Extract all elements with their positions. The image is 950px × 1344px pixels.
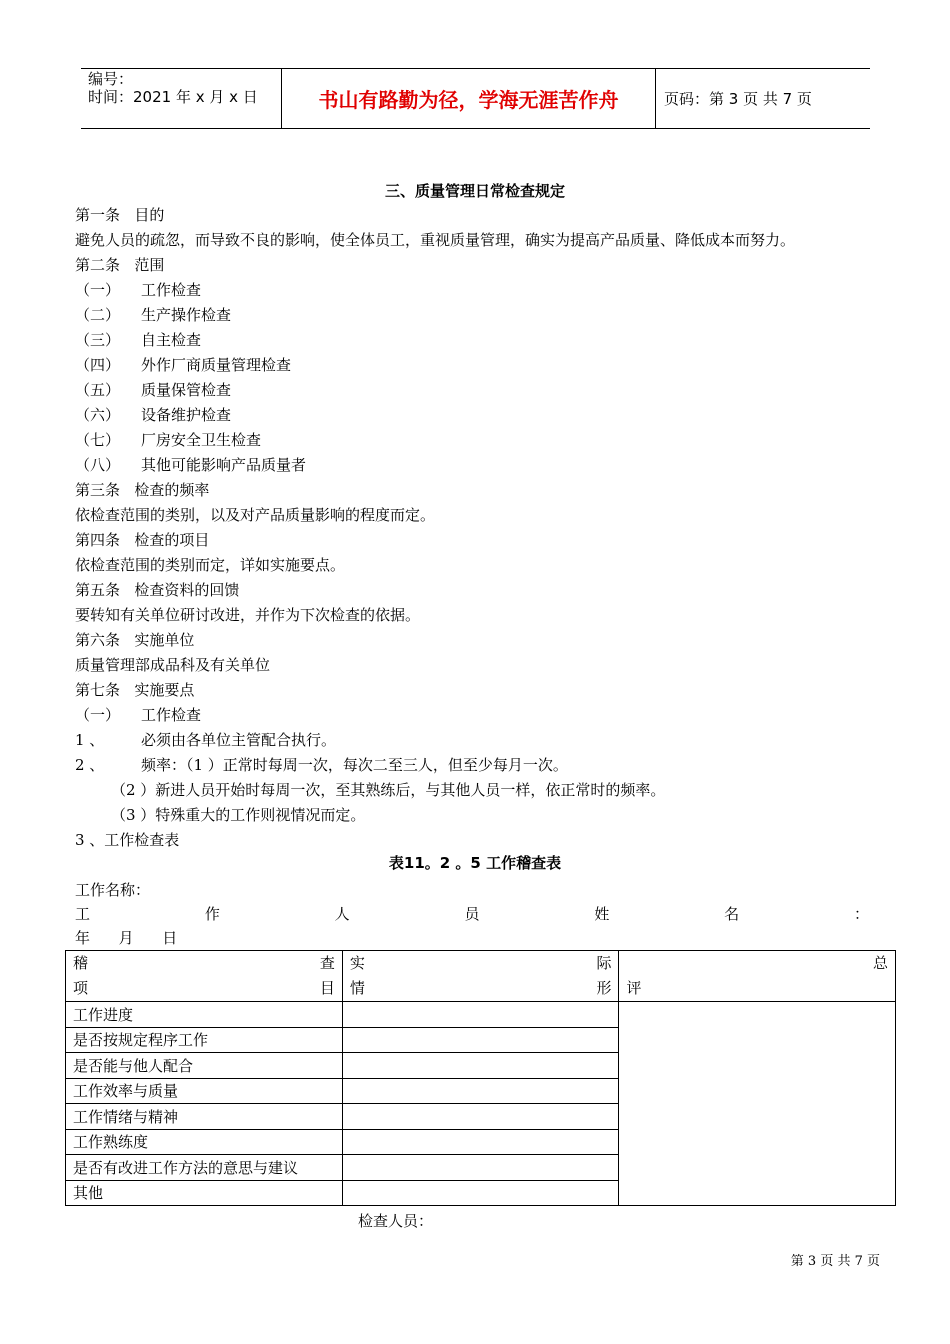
scope-item bbox=[75, 305, 231, 325]
staff-name-char: 名 bbox=[724, 905, 740, 923]
article-title: 范围 bbox=[134, 256, 165, 274]
header-page-label: 页码：第 3 页 共 7 页 bbox=[664, 90, 812, 108]
header-char: 目 bbox=[319, 979, 335, 997]
sub-item-1 bbox=[75, 705, 201, 725]
actual-situation-cell[interactable] bbox=[342, 1155, 619, 1181]
actual-situation-cell[interactable] bbox=[342, 1002, 619, 1028]
scope-text: 自主检查 bbox=[141, 331, 202, 349]
article-3-text: 依检查范围的类别，以及对产品质量影响的程度而定。 bbox=[75, 506, 436, 524]
audit-item-cell: 是否按规定程序工作 bbox=[66, 1027, 343, 1053]
actual-situation-cell[interactable] bbox=[342, 1104, 619, 1130]
article-6-heading bbox=[75, 630, 194, 650]
header-char: 情 bbox=[349, 979, 365, 997]
point-1 bbox=[75, 730, 336, 750]
article-4-text: 依检查范围的类别而定，详如实施要点。 bbox=[75, 556, 346, 574]
scope-num: （八） bbox=[75, 456, 121, 474]
scope-num: （一） bbox=[75, 281, 121, 299]
table-header-row bbox=[66, 951, 896, 1002]
article-title: 检查资料的回馈 bbox=[134, 581, 240, 599]
header-motto: 书山有路勤为径，学海无涯苦作舟 bbox=[318, 88, 619, 112]
audit-item-cell: 工作情绪与精神 bbox=[66, 1104, 343, 1130]
scope-num: （三） bbox=[75, 331, 121, 349]
audit-item-cell: 是否有改进工作方法的意思与建议 bbox=[66, 1155, 343, 1181]
scope-num: （七） bbox=[75, 431, 121, 449]
point-text: 必须由各单位主管配合执行。 bbox=[141, 731, 337, 749]
date-char: 年 bbox=[75, 929, 91, 947]
article-5-text: 要转知有关单位研讨改进，并作为下次检查的依据。 bbox=[75, 606, 421, 624]
point-2 bbox=[75, 755, 568, 775]
point-3: 3 、工作检查表 bbox=[75, 831, 180, 849]
inspector-label: 检查人员： bbox=[358, 1212, 434, 1230]
scope-text: 工作检查 bbox=[141, 281, 202, 299]
scope-item bbox=[75, 330, 201, 350]
header-summary bbox=[619, 951, 896, 1002]
scope-item bbox=[75, 380, 231, 400]
point-2-sub-2: （2 ）新进人员开始时每周一次，至其熟练后，与其他人员一样，依正常时的频率。 bbox=[111, 781, 666, 799]
article-title: 实施要点 bbox=[134, 681, 195, 699]
staff-name-char: 人 bbox=[334, 905, 350, 923]
sub-text: 工作检查 bbox=[141, 706, 202, 724]
article-num: 第四条 bbox=[75, 531, 121, 549]
scope-num: （四） bbox=[75, 356, 121, 374]
actual-situation-cell[interactable] bbox=[342, 1027, 619, 1053]
scope-item bbox=[75, 355, 291, 375]
sub-num: （一） bbox=[75, 706, 121, 724]
header-top-rule bbox=[81, 68, 870, 69]
point-text: 频率：（1 ）正常时每周一次，每次二至三人，但至少每月一次。 bbox=[141, 756, 568, 774]
header-char: 评 bbox=[626, 979, 642, 997]
article-title: 实施单位 bbox=[134, 631, 195, 649]
table-row bbox=[66, 1002, 896, 1028]
article-num: 第三条 bbox=[75, 481, 121, 499]
header-time-label: 时间：2021 年 x 月 x 日 bbox=[88, 88, 258, 106]
document-title: 三、质量管理日常检查规定 bbox=[384, 182, 565, 200]
scope-num: （六） bbox=[75, 406, 121, 424]
staff-name-char: 员 bbox=[464, 905, 480, 923]
table-title: 表11。2 。5 工作稽查表 bbox=[388, 854, 562, 872]
article-title: 目的 bbox=[134, 206, 165, 224]
scope-num: （五） bbox=[75, 381, 121, 399]
staff-name-char: 姓 bbox=[594, 905, 610, 923]
header-char: 查 bbox=[319, 954, 335, 972]
work-audit-table bbox=[65, 950, 896, 1206]
article-num: 第七条 bbox=[75, 681, 121, 699]
scope-text: 质量保管检查 bbox=[141, 381, 232, 399]
job-name-label: 工作名称： bbox=[75, 881, 151, 899]
actual-situation-cell[interactable] bbox=[342, 1129, 619, 1155]
staff-name-char: 工 bbox=[75, 905, 91, 923]
article-num: 第二条 bbox=[75, 256, 121, 274]
scope-text: 其他可能影响产品质量者 bbox=[141, 456, 307, 474]
scope-item bbox=[75, 405, 231, 425]
header-code-label: 编号： bbox=[88, 70, 134, 88]
header-char: 实 bbox=[349, 954, 365, 972]
header-char: 形 bbox=[596, 979, 612, 997]
audit-item-cell: 工作进度 bbox=[66, 1002, 343, 1028]
header-bottom-rule bbox=[81, 128, 870, 129]
audit-item-cell: 其他 bbox=[66, 1180, 343, 1206]
scope-num: （二） bbox=[75, 306, 121, 324]
date-label bbox=[75, 928, 177, 948]
article-num: 第五条 bbox=[75, 581, 121, 599]
staff-name-char: ： bbox=[853, 905, 869, 923]
actual-situation-cell[interactable] bbox=[342, 1180, 619, 1206]
audit-item-cell: 工作效率与质量 bbox=[66, 1078, 343, 1104]
staff-name-label bbox=[75, 904, 869, 924]
article-2-heading bbox=[75, 255, 164, 275]
article-1-heading bbox=[75, 205, 164, 225]
article-title: 检查的项目 bbox=[134, 531, 210, 549]
audit-item-cell: 工作熟练度 bbox=[66, 1129, 343, 1155]
point-num: 1 、 bbox=[75, 731, 105, 749]
actual-situation-cell[interactable] bbox=[342, 1053, 619, 1079]
summary-cell[interactable] bbox=[619, 1002, 896, 1206]
actual-situation-cell[interactable] bbox=[342, 1078, 619, 1104]
scope-item bbox=[75, 430, 261, 450]
date-char: 月 bbox=[118, 929, 134, 947]
article-3-heading bbox=[75, 480, 209, 500]
article-5-heading bbox=[75, 580, 239, 600]
date-char: 日 bbox=[162, 929, 178, 947]
scope-item bbox=[75, 280, 201, 300]
article-num: 第六条 bbox=[75, 631, 121, 649]
article-1-text: 避免人员的疏忽，而导致不良的影响，使全体员工，重视质量管理，确实为提高产品质量、降低成本而努力。 bbox=[75, 231, 796, 249]
header-divider-right bbox=[655, 69, 656, 129]
page-footer: 第 3 页 共 7 页 bbox=[790, 1254, 880, 1269]
header-char: 际 bbox=[596, 954, 612, 972]
article-6-text: 质量管理部成品科及有关单位 bbox=[75, 656, 271, 674]
scope-item bbox=[75, 455, 306, 475]
audit-item-cell: 是否能与他人配合 bbox=[66, 1053, 343, 1079]
staff-name-char: 作 bbox=[204, 905, 220, 923]
article-4-heading bbox=[75, 530, 209, 550]
point-2-sub-3: （3 ）特殊重大的工作则视情况而定。 bbox=[111, 806, 366, 824]
header-actual-situation bbox=[342, 951, 619, 1002]
scope-text: 外作厂商质量管理检查 bbox=[141, 356, 292, 374]
header-audit-item bbox=[66, 951, 343, 1002]
article-title: 检查的频率 bbox=[134, 481, 210, 499]
header-char: 稽 bbox=[73, 954, 89, 972]
article-7-heading bbox=[75, 680, 194, 700]
article-num: 第一条 bbox=[75, 206, 121, 224]
header-char: 总 bbox=[872, 954, 888, 972]
point-num: 2 、 bbox=[75, 756, 105, 774]
scope-text: 厂房安全卫生检查 bbox=[141, 431, 262, 449]
scope-text: 设备维护检查 bbox=[141, 406, 232, 424]
header-char: 项 bbox=[73, 979, 89, 997]
scope-text: 生产操作检查 bbox=[141, 306, 232, 324]
